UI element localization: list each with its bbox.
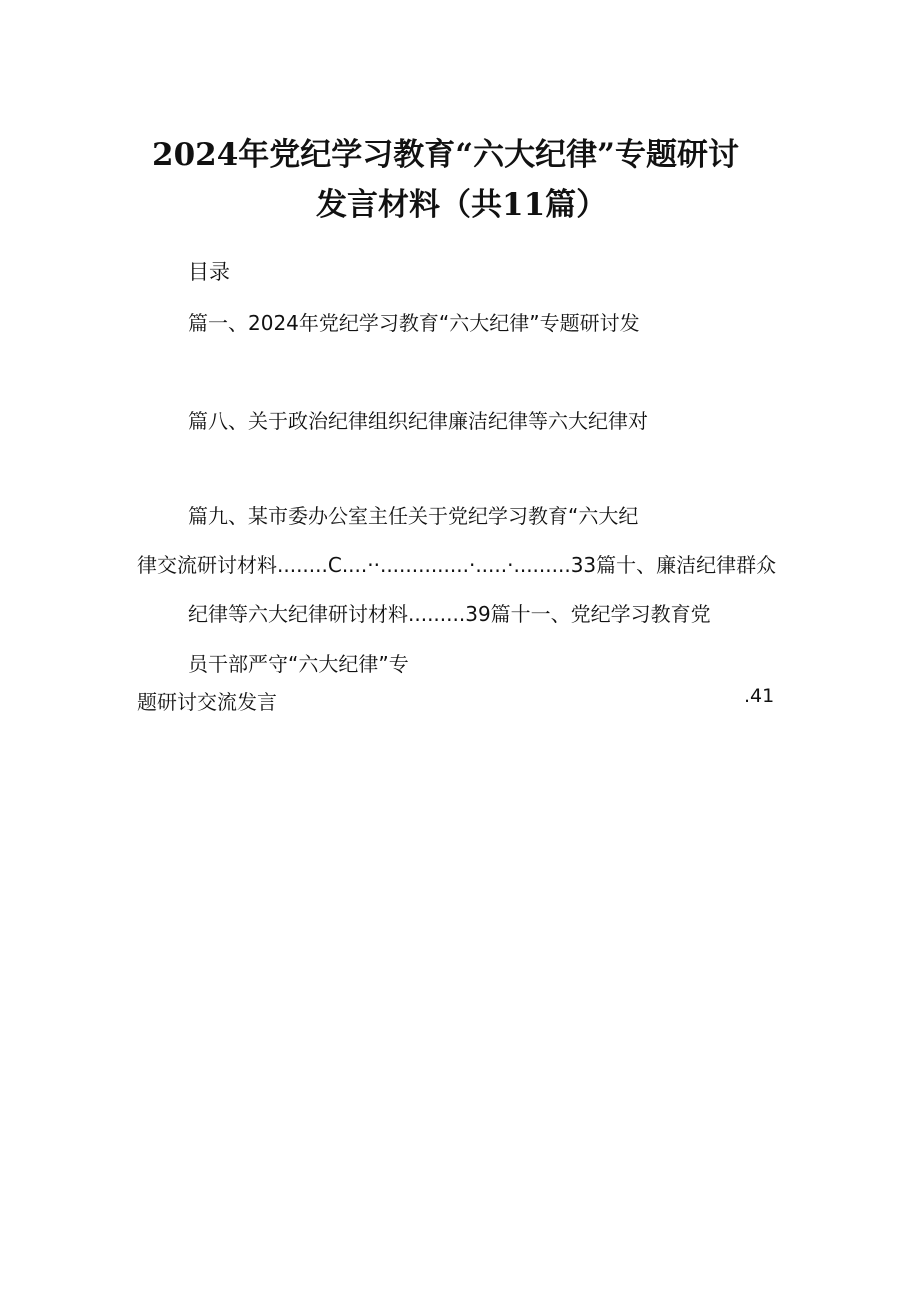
- toc-entry: 题研讨交流发言: [137, 690, 277, 714]
- toc-entry: 律交流研讨材料........C....··..............·.....·.........33篇十、廉洁纪律群众: [137, 553, 777, 577]
- document-title-line-2: 发言材料（共11篇）: [316, 187, 608, 223]
- toc-entry: 篇八、关于政治纪律组织纪律廉洁纪律等六大纪律对: [188, 409, 648, 433]
- document-title-line-1: 2024年党纪学习教育“六大纪律”专题研讨: [152, 137, 739, 173]
- toc-page-number: .41: [744, 685, 775, 707]
- toc-entry: 篇九、某市委办公室主任关于党纪学习教育“六大纪: [188, 504, 639, 528]
- toc-heading: 目录: [188, 260, 230, 284]
- toc-entry: 纪律等六大纪律研讨材料.........39篇十一、党纪学习教育党: [188, 602, 711, 626]
- toc-entry: 篇一、2024年党纪学习教育“六大纪律”专题研讨发: [188, 311, 640, 335]
- toc-entry: 员干部严守“六大纪律”专: [188, 652, 409, 676]
